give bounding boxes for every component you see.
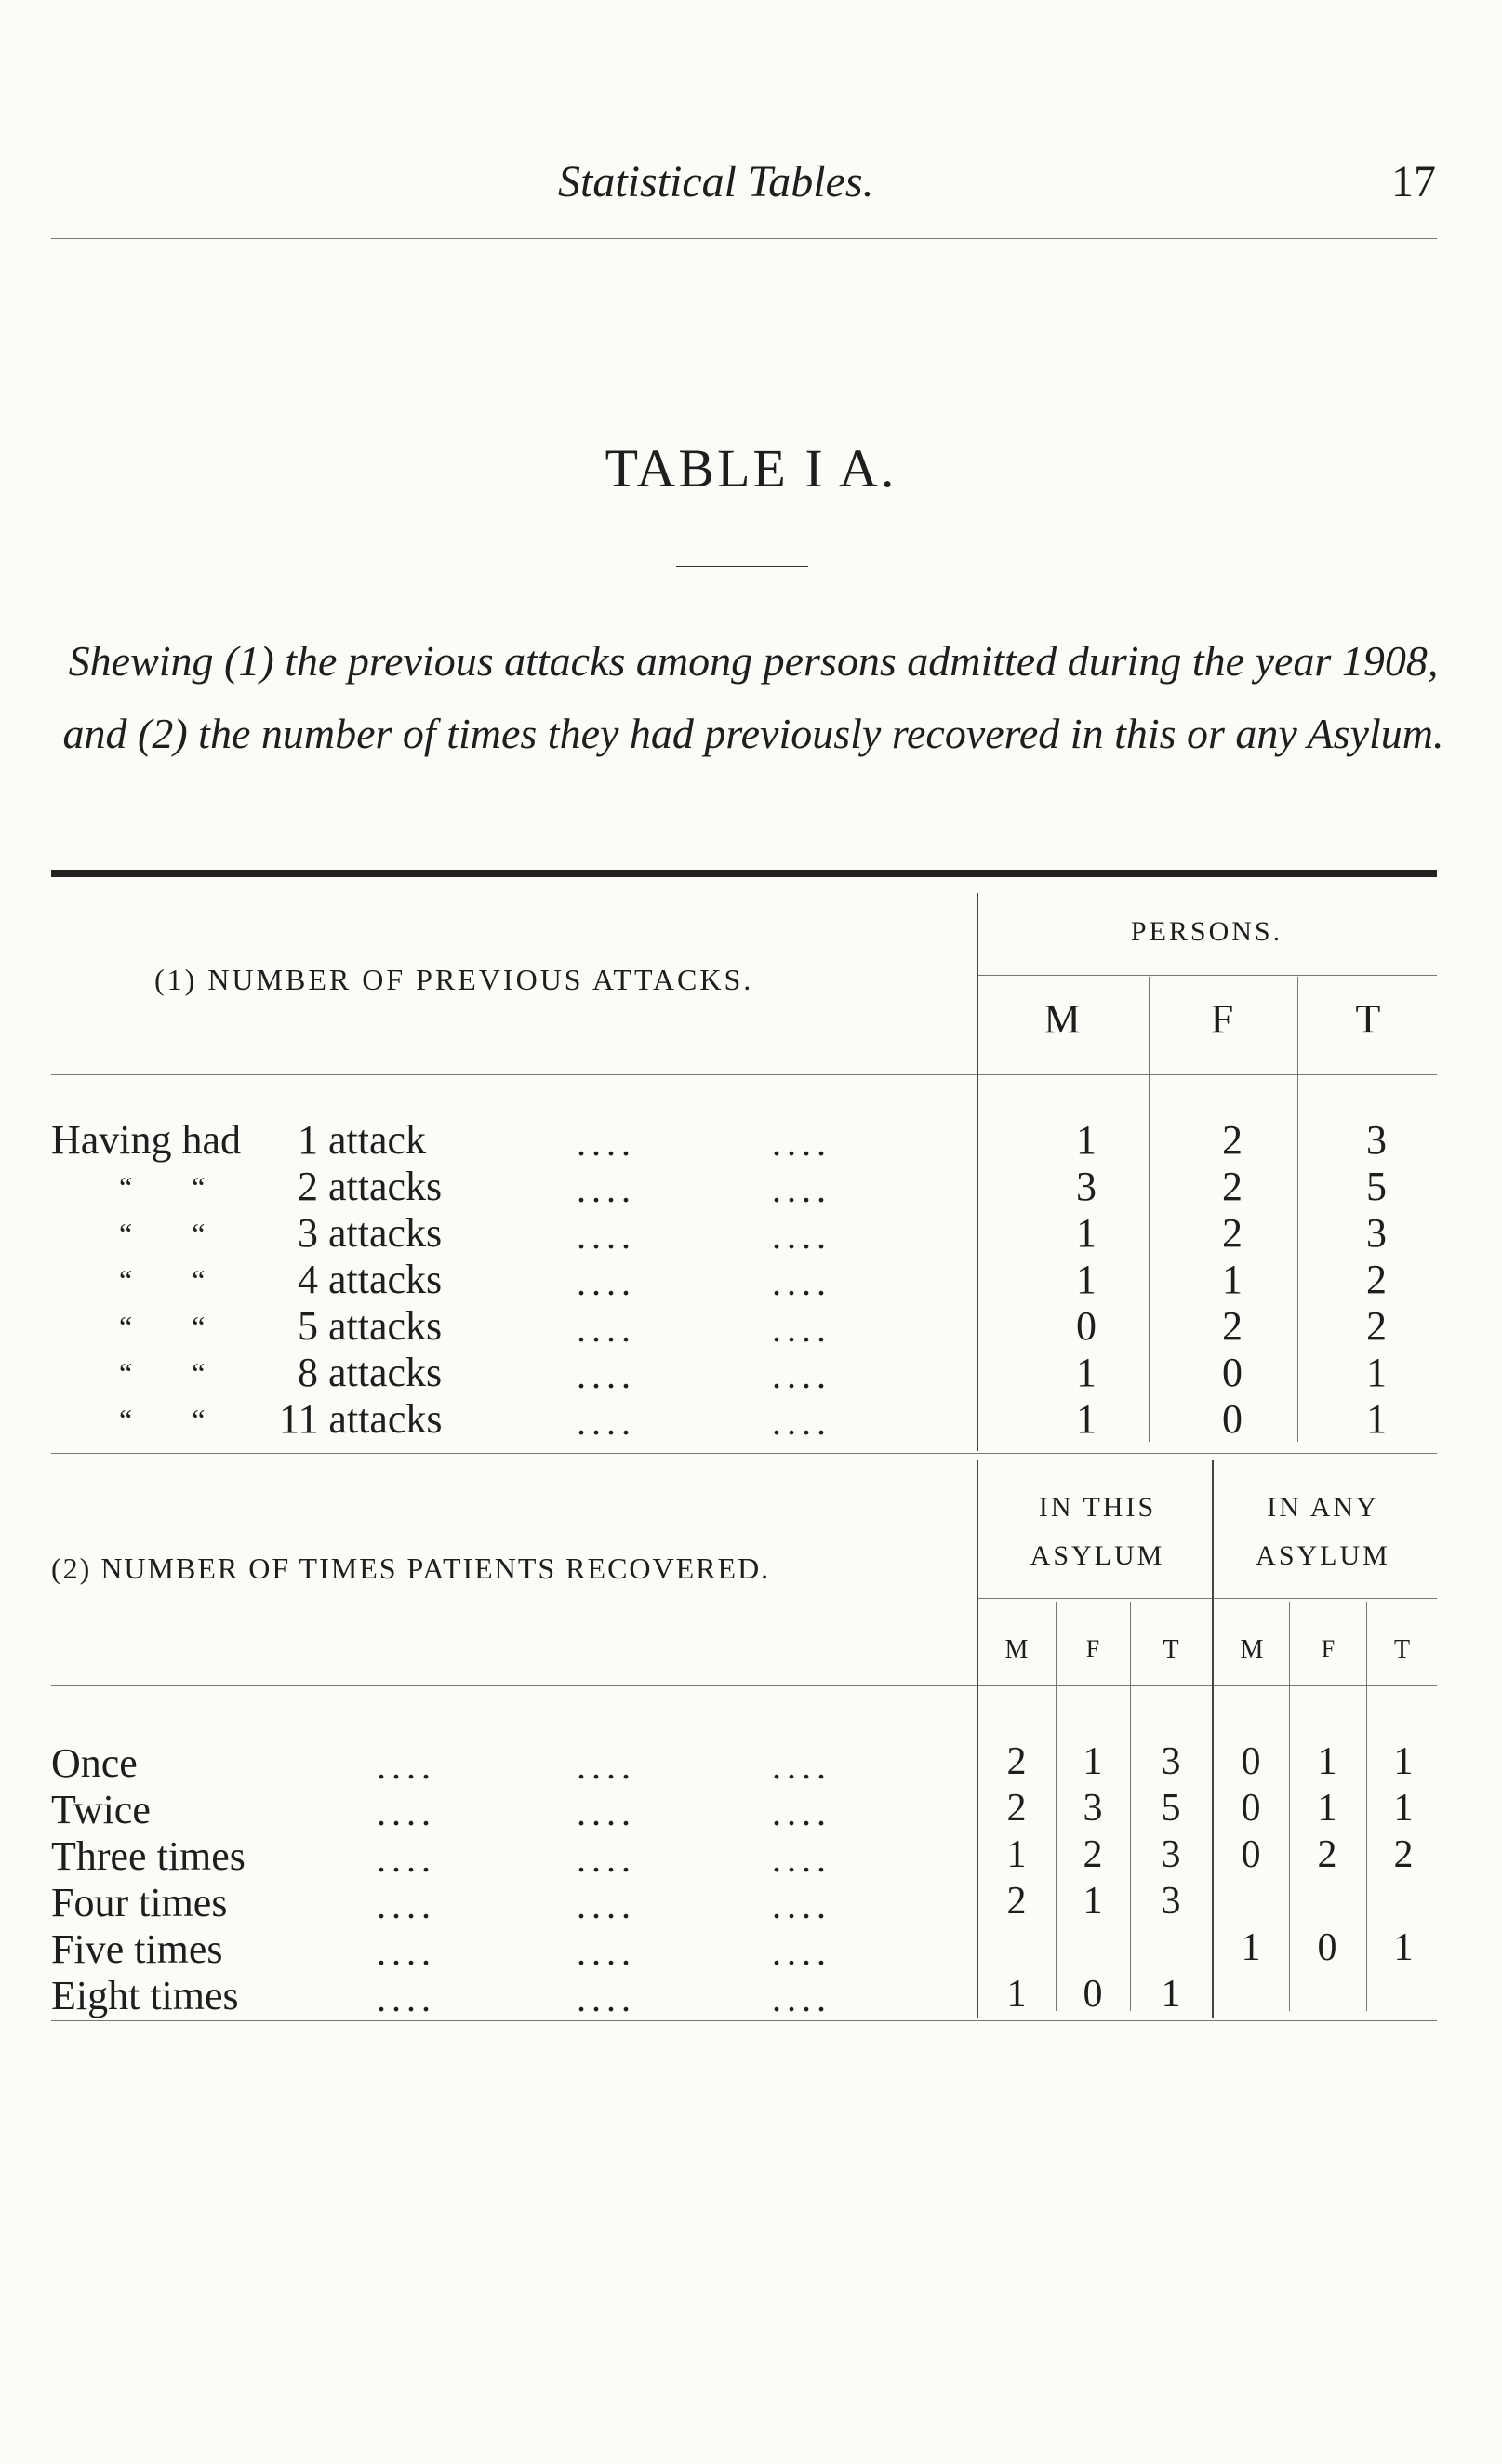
section2-group-divider [1212, 1460, 1214, 2018]
cell-f: 2 [1222, 1164, 1243, 1209]
leader-dots: .... [577, 1838, 636, 1880]
cell-this-m: 2 [1006, 1880, 1027, 1923]
col-header-f: F [1085, 1635, 1100, 1662]
cell-f: 0 [1222, 1350, 1243, 1395]
cell-t: 3 [1366, 1117, 1387, 1163]
row-label: Eight times [51, 1973, 239, 2018]
section1-divider-mf [1149, 977, 1150, 1442]
leader-dots: .... [577, 1978, 636, 2019]
row-prefix: “ “ [119, 1310, 206, 1343]
cell-any-f: 2 [1317, 1833, 1337, 1876]
cell-any-m: 0 [1241, 1833, 1261, 1876]
group-header-any-asylum: IN ANY ASYLUM [1256, 1492, 1390, 1571]
cell-m: 1 [1076, 1210, 1097, 1256]
leader-dots: .... [772, 1122, 831, 1164]
leader-dots: .... [577, 1261, 636, 1303]
leader-dots: .... [772, 1168, 831, 1210]
cell-this-t: 3 [1161, 1880, 1181, 1923]
header-rule [51, 238, 1437, 239]
persons-header: PERSONS. [1130, 916, 1283, 947]
cell-t: 1 [1366, 1396, 1387, 1442]
leader-dots: .... [772, 1931, 831, 1973]
table-title: TABLE I A. [605, 438, 897, 499]
cell-this-m: 2 [1006, 1740, 1027, 1783]
section2-divider [977, 1460, 978, 2018]
leader-dots: .... [772, 1401, 831, 1443]
cell-t: 2 [1366, 1257, 1387, 1302]
row-prefix: “ “ [119, 1170, 206, 1204]
col-header-f: F [1321, 1635, 1336, 1662]
row-label: 5 attacks [298, 1303, 443, 1349]
leader-dots: .... [577, 1168, 636, 1210]
row-label: Five times [51, 1926, 223, 1972]
cell-m: 1 [1076, 1117, 1097, 1163]
row-label: Four times [51, 1880, 228, 1925]
leader-dots: .... [772, 1354, 831, 1396]
leader-dots: .... [377, 1978, 436, 2019]
cell-any-t: 1 [1393, 1926, 1414, 1969]
row-prefix: “ “ [119, 1356, 206, 1390]
row-prefix: Having had [51, 1117, 242, 1163]
cell-f: 2 [1222, 1303, 1243, 1349]
row-label: 8 attacks [298, 1350, 443, 1395]
leader-dots: .... [772, 1261, 831, 1303]
cell-m: 1 [1076, 1396, 1097, 1442]
title-rule [676, 566, 808, 567]
row-prefix: “ “ [119, 1263, 206, 1297]
running-title: Statistical Tables. [558, 157, 874, 206]
section1-divider [977, 893, 978, 1451]
page-number: 17 [1391, 157, 1436, 206]
row-label: Three times [51, 1833, 246, 1879]
cell-this-f: 0 [1083, 1973, 1103, 2016]
cell-this-f: 1 [1083, 1880, 1103, 1923]
leader-dots: .... [377, 1838, 436, 1880]
section2-divider-ft [1130, 1602, 1131, 2011]
row-label: 11 attacks [279, 1396, 443, 1442]
col-header-t: T [1393, 1635, 1411, 1664]
leader-dots: .... [377, 1931, 436, 1973]
leader-dots: .... [577, 1931, 636, 1973]
cell-m: 0 [1076, 1303, 1097, 1349]
section1-heading: (1) NUMBER OF PREVIOUS ATTACKS. [154, 963, 754, 996]
col-header-f: F [1210, 996, 1234, 1042]
leader-dots: .... [772, 1745, 831, 1787]
cell-any-t: 2 [1393, 1833, 1414, 1876]
section-divider-rule [51, 1453, 1437, 1454]
leader-dots: .... [577, 1215, 636, 1257]
row-label: Twice [51, 1787, 151, 1832]
leader-dots: .... [577, 1122, 636, 1164]
section2-heading: (2) NUMBER OF TIMES PATIENTS RECOVERED. [51, 1552, 771, 1585]
table-top-rule [51, 870, 1437, 877]
cell-t: 2 [1366, 1303, 1387, 1349]
cell-this-t: 5 [1161, 1787, 1181, 1830]
cell-this-f: 1 [1083, 1740, 1103, 1783]
leader-dots: .... [772, 1978, 831, 2019]
cell-t: 1 [1366, 1350, 1387, 1395]
section2-divider-mf2 [1289, 1602, 1290, 2011]
cell-any-f: 0 [1317, 1926, 1337, 1969]
row-label: 4 attacks [298, 1257, 443, 1302]
col-header-t: T [1355, 996, 1381, 1042]
section1-divider-ft [1297, 977, 1298, 1442]
row-prefix: “ “ [119, 1403, 206, 1436]
cell-f: 0 [1222, 1396, 1243, 1442]
leader-dots: .... [577, 1354, 636, 1396]
section1-header-rule [51, 1074, 1437, 1075]
cell-any-m: 1 [1241, 1926, 1261, 1969]
section2-header-rule [51, 1685, 1437, 1686]
row-label: Once [51, 1740, 138, 1786]
leader-dots: .... [772, 1791, 831, 1833]
row-label: 2 attacks [298, 1164, 443, 1209]
table-bottom-rule [51, 2020, 1437, 2021]
col-header-m: M [1043, 996, 1081, 1042]
cell-m: 1 [1076, 1257, 1097, 1302]
leader-dots: .... [577, 1308, 636, 1350]
cell-this-f: 2 [1083, 1833, 1103, 1876]
col-header-t: T [1163, 1635, 1179, 1664]
leader-dots: .... [377, 1745, 436, 1787]
row-label: 1 attack [298, 1117, 427, 1163]
section2-divider-mf [1056, 1602, 1057, 2011]
cell-this-f: 3 [1083, 1787, 1103, 1830]
group-header-this-asylum: IN THIS ASYLUM [1030, 1492, 1165, 1571]
cell-t: 3 [1366, 1210, 1387, 1256]
cell-this-t: 3 [1161, 1833, 1181, 1876]
cell-t: 5 [1366, 1164, 1387, 1209]
col-header-m: M [1004, 1635, 1029, 1664]
cell-this-m: 2 [1006, 1787, 1027, 1830]
row-label: 3 attacks [298, 1210, 443, 1256]
group-header-rule [978, 1598, 1437, 1599]
cell-this-t: 1 [1161, 1973, 1181, 2016]
table-caption: Shewing (1) the previous attacks among persons admitted during the year 1908, and (2) the number of times they had previously recovered in this or any Asylum. [62, 637, 1444, 757]
leader-dots: .... [377, 1791, 436, 1833]
cell-this-m: 1 [1006, 1833, 1027, 1876]
leader-dots: .... [772, 1308, 831, 1350]
cell-any-t: 1 [1393, 1740, 1414, 1783]
col-header-m: M [1240, 1635, 1264, 1664]
cell-any-f: 1 [1317, 1740, 1337, 1783]
cell-f: 2 [1222, 1117, 1243, 1163]
cell-any-f: 1 [1317, 1787, 1337, 1830]
cell-this-m: 1 [1006, 1973, 1027, 2016]
cell-any-m: 0 [1241, 1740, 1261, 1783]
leader-dots: .... [577, 1401, 636, 1443]
leader-dots: .... [577, 1745, 636, 1787]
leader-dots: .... [772, 1885, 831, 1926]
persons-rule [978, 975, 1437, 976]
leader-dots: .... [772, 1838, 831, 1880]
leader-dots: .... [577, 1791, 636, 1833]
cell-m: 1 [1076, 1350, 1097, 1395]
row-prefix: “ “ [119, 1217, 206, 1250]
cell-any-t: 1 [1393, 1787, 1414, 1830]
cell-this-t: 3 [1161, 1740, 1181, 1783]
cell-m: 3 [1076, 1164, 1097, 1209]
leader-dots: .... [577, 1885, 636, 1926]
section2-divider-ft2 [1366, 1602, 1367, 2011]
cell-any-m: 0 [1241, 1787, 1261, 1830]
leader-dots: .... [377, 1885, 436, 1926]
cell-f: 2 [1222, 1210, 1243, 1256]
cell-f: 1 [1222, 1257, 1243, 1302]
leader-dots: .... [772, 1215, 831, 1257]
